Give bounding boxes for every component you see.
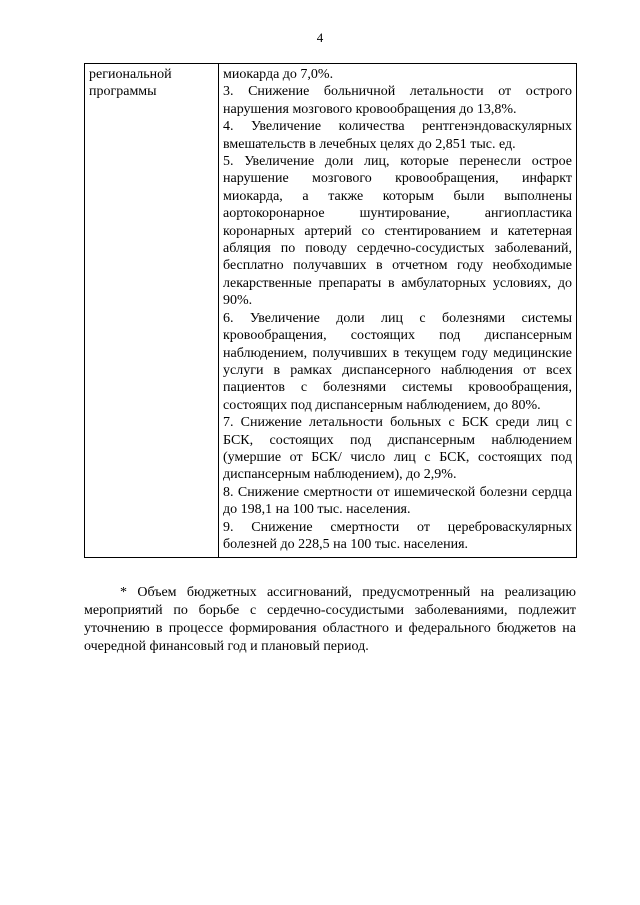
indicator-item: 9. Снижение смертности от цереброваскулярных болезней до 228,5 на 100 тыс. населения. — [223, 519, 572, 552]
footnote: * Объем бюджетных ассигнований, предусмотренный на реализацию мероприятий по борьбе с сердечно-сосудистыми заболеваниями, подлежит уточнению в процессе формирования областного и федерального бюджетов на очередной финансовый год и плановый период. — [84, 585, 576, 654]
indicator-item: 3. Снижение больничной летальности от острого нарушения мозгового кровообращения до 13,8%. — [223, 84, 572, 117]
row-label: региональной программы — [89, 67, 172, 100]
row-content-cell — [219, 64, 577, 558]
indicator-item: 5. Увеличение доли лиц, которые перенесли острое нарушение мозгового кровообращения, инфаркт миокарда, а также которым были выполнены аортокоронарное шунтирование, ангиопластика коронарных артерий со стентированием и катетерная абляция по поводу сердечно-сосудистых заболеваний, бесплатно получавших в отчетном году необходимые лекарственные препараты в амбулаторных условиях, до 90%. — [223, 154, 572, 309]
page-number: 4 — [316, 30, 324, 45]
program-table — [84, 63, 577, 558]
indicator-item: 7. Снижение летальности больных с БСК среди лиц с БСК, состоящих под диспансерным наблюдением (умершие от БСК/ число лиц с БСК, состоящих под диспансерным наблюдением), до 2,9%. — [223, 415, 572, 483]
indicator-item: 4. Увеличение количества рентгенэндоваскулярных вмешательств в лечебных целях до 2,851 тыс. ед. — [223, 119, 572, 152]
indicator-item: миокарда до 7,0%. — [223, 67, 334, 82]
table-row — [85, 64, 577, 558]
indicator-item: 6. Увеличение доли лиц с болезнями системы кровообращения, состоящих под диспансерным наблюдением, получивших в текущем году медицинские услуги в рамках диспансерного наблюдения от всех пациентов с болезнями системы кровообращения, состоящих под диспансерным наблюдением, до 80%. — [223, 310, 572, 413]
row-label-cell — [85, 64, 219, 558]
indicator-item: 8. Снижение смертности от ишемической болезни сердца до 198,1 на 100 тыс. населения. — [223, 484, 572, 518]
